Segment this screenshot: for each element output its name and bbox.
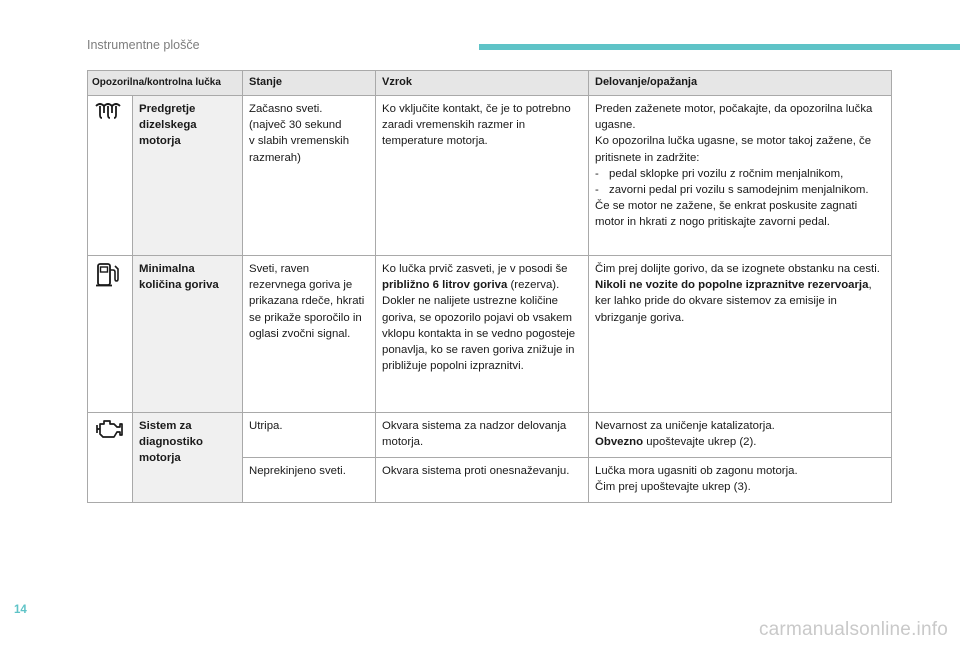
column-header-action: Delovanje/opažanja [589,71,892,96]
table-row [88,413,892,458]
column-header-lamp: Opozorilna/kontrolna lučka [88,71,243,96]
state-cell: Neprekinjeno sveti. [243,458,376,503]
glow-plug-icon-cell [88,96,133,256]
state-cell: Začasno sveti. (največ 30 sekund v slabih vremenskih razmerah) [243,96,376,256]
lamp-name-engine-diagnostics: Sistem za diagnostiko motorja [133,413,243,503]
engine-check-icon [94,431,124,443]
column-header-cause: Vzrok [376,71,589,96]
state-cell: Sveti, raven rezervnega goriva je prikazana rdeče, hkrati se prikaže sporočilo in oglasi zvočni signal. [243,256,376,413]
header-accent-bar [479,44,960,50]
watermark: carmanualsonline.info [758,619,948,640]
fuel-pump-icon-cell [88,256,133,413]
column-header-state: Stanje [243,71,376,96]
list-item: - zavorni pedal pri vozilu s samodejnim menjalnikom. [595,183,869,196]
glow-plug-icon [94,112,122,124]
action-cell: Čim prej dolijte gorivo, da se izognete obstanku na cesti. Nikoli ne vozite do popolne izpraznitve rezervoarja, ker lahko pride do okvare sistemov za emisije in vbrizganje goriva. [589,256,892,413]
cause-cell: Okvara sistema proti onesnaževanju. [376,458,589,503]
lamp-name-preheating: Predgretje dizelskega motorja [133,96,243,256]
table-row [88,96,892,256]
action-cell: Preden zaženete motor, počakajte, da opozorilna lučka ugasne. Ko opozorilna lučka ugasne, se motor takoj zažene, če pritisnete in zadržite: - pedal sklopke pri vozilu z ročnim menjalnikom, - zavorni pedal pri vozilu s samodejnim menjalnikom. Če se motor ne zažene, še enkrat poskusite zagnati motor in hkrati z nogo pritiskajte zavorni pedal. [589,96,892,256]
list-item: - pedal sklopke pri vozilu z ročnim menjalnikom, [595,167,844,180]
table-header-row [88,71,892,96]
section-title: Instrumentne plošče [87,38,200,52]
cause-cell: Ko lučka prvič zasveti, je v posodi še približno 6 litrov goriva (rezerva). Dokler ne nalijete ustrezne količine goriva, se opozorilo pojavi ob vsakem vklopu kontakta in se vedno pogosteje ponavlja, ko se raven goriva znižuje in približuje popolni izpraznitvi. [376,256,589,413]
state-cell: Utripa. [243,413,376,458]
engine-check-icon-cell [88,413,133,503]
fuel-pump-icon [94,280,120,292]
cause-cell: Ko vključite kontakt, če je to potrebno zaradi vremenskih razmer in temperature motorja. [376,96,589,256]
cause-cell: Okvara sistema za nadzor delovanja motorja. [376,413,589,458]
table-row [88,256,892,413]
action-cell: Lučka mora ugasniti ob zagonu motorja. Čim prej upoštevajte ukrep (3). [589,458,892,503]
lamp-name-fuel: Minimalna količina goriva [133,256,243,413]
warning-lights-table [87,70,892,503]
page-number: 14 [14,604,27,616]
action-cell: Nevarnost za uničenje katalizatorja. Obvezno upoštevajte ukrep (2). [589,413,892,458]
